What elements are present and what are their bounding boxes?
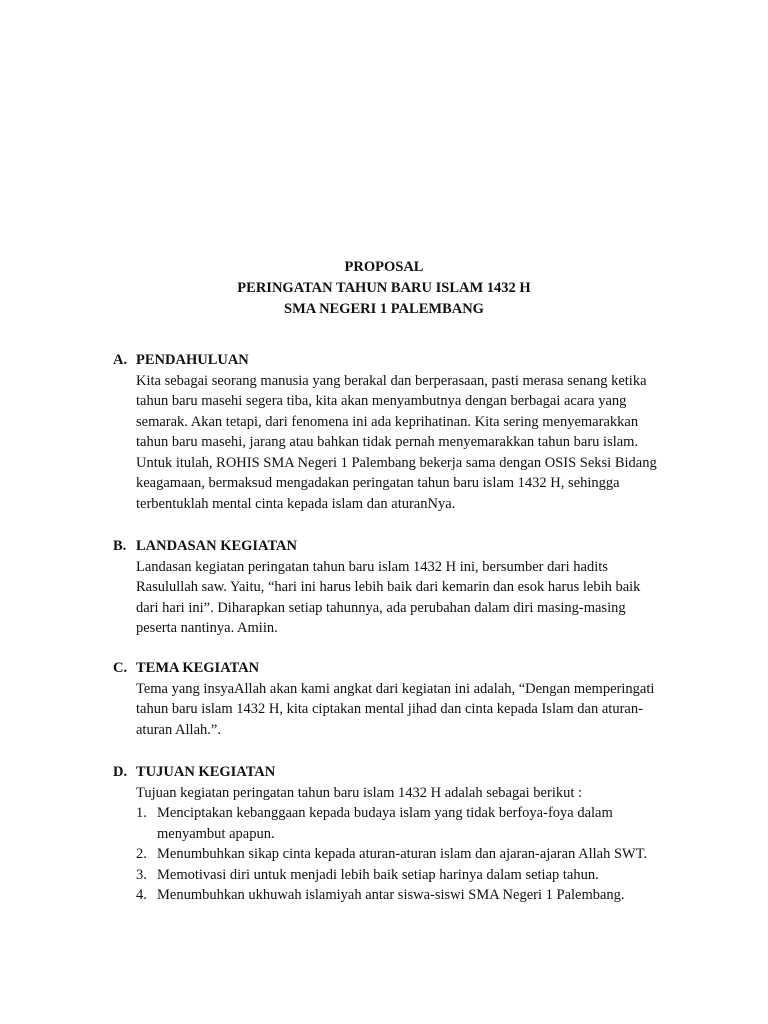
list-number: 2. bbox=[136, 846, 147, 862]
title-proposal: PROPOSAL bbox=[344, 259, 424, 275]
paragraph-line: tahun baru masehi, jarang atau bahkan tidak pernah menyemarakkan tahun baru islam. bbox=[136, 434, 639, 450]
list-item bbox=[136, 885, 693, 906]
list-text-line: menyambut apapun. bbox=[157, 825, 275, 842]
section-body bbox=[136, 679, 693, 741]
list-item bbox=[136, 844, 693, 865]
paragraph-line: tahun baru islam 1432 H, kita ciptakan mental jihad dan cinta kepada Islam dan aturan- bbox=[136, 701, 643, 717]
title-school-name: SMA NEGERI 1 PALEMBANG bbox=[284, 301, 484, 317]
section-heading bbox=[113, 762, 693, 783]
section-title: LANDASAN KEGIATAN bbox=[136, 538, 297, 554]
section-body bbox=[136, 371, 693, 515]
paragraph-line: peserta nantinya. Amiin. bbox=[136, 620, 278, 636]
list-text bbox=[157, 844, 693, 865]
section-letter: A. bbox=[113, 352, 128, 368]
section-title: TUJUAN KEGIATAN bbox=[136, 764, 276, 780]
paragraph-line: Landasan kegiatan peringatan tahun baru islam 1432 H ini, bersumber dari hadits bbox=[136, 558, 608, 575]
paragraph-line: dari hari ini”. Diharapkan setiap tahunnya, ada perubahan dalam diri masing-masing bbox=[136, 599, 626, 616]
list-number: 3. bbox=[136, 866, 147, 883]
list-item bbox=[136, 865, 693, 886]
paragraph-line: terbentuklah mental cinta kepada islam dan aturanNya. bbox=[136, 495, 456, 512]
section-tema-kegiatan bbox=[113, 658, 693, 740]
paragraph-line: semarak. Akan tetapi, dari fenomena ini ada keprihatinan. Kita sering menyemarakkan bbox=[136, 413, 639, 430]
list-text-line: Menumbuhkan ukhuwah islamiyah antar siswa-siswi SMA Negeri 1 Palembang. bbox=[157, 887, 625, 903]
list-text-line: Menumbuhkan sikap cinta kepada aturan-aturan islam dan ajaran-ajaran Allah SWT. bbox=[157, 846, 648, 862]
paragraph-line: Rasulullah saw. Yaitu, “hari ini harus lebih baik dari kemarin dan esok harus lebih baik bbox=[136, 579, 641, 595]
section-title: PENDAHULUAN bbox=[136, 352, 249, 368]
list-item bbox=[136, 803, 693, 844]
list-text-line: Memotivasi diri untuk menjadi lebih baik setiap harinya dalam setiap tahun. bbox=[157, 866, 599, 883]
paragraph-line: keagamaan, bermaksud mengadakan peringatan tahun baru islam 1432 H, sehingga bbox=[136, 475, 620, 491]
section-landasan-kegiatan bbox=[113, 536, 693, 639]
list-number: 1. bbox=[136, 805, 147, 821]
section-pendahuluan bbox=[113, 350, 693, 514]
paragraph-line: tahun baru masehi segera tiba, kita akan menyambutnya dengan berbagai acara yang bbox=[136, 393, 627, 409]
list-text bbox=[157, 803, 693, 844]
section-heading bbox=[113, 350, 693, 371]
paragraph-line: Untuk itulah, ROHIS SMA Negeri 1 Palembang bekerja sama dengan OSIS Seksi Bidang bbox=[136, 454, 657, 471]
objectives-list bbox=[136, 803, 693, 906]
paragraph-line: aturan Allah.”. bbox=[136, 721, 221, 738]
section-heading bbox=[113, 536, 693, 557]
paragraph-line: Kita sebagai seorang manusia yang berakal dan berperasaan, pasti merasa senang ketika bbox=[136, 372, 647, 389]
section-letter: B. bbox=[113, 538, 127, 554]
section-body bbox=[136, 783, 693, 906]
section-title: TEMA KEGIATAN bbox=[136, 660, 260, 676]
list-number: 4. bbox=[136, 887, 147, 903]
list-text bbox=[157, 865, 693, 886]
section-tujuan-kegiatan bbox=[113, 762, 693, 906]
section-body bbox=[136, 557, 693, 639]
list-intro: Tujuan kegiatan peringatan tahun baru islam 1432 H adalah sebagai berikut : bbox=[136, 784, 583, 801]
section-letter: D. bbox=[113, 764, 128, 780]
proposal-title-block bbox=[0, 257, 768, 320]
paragraph-line: Tema yang insyaAllah akan kami angkat dari kegiatan ini adalah, “Dengan memperingati bbox=[136, 680, 655, 697]
section-heading bbox=[113, 658, 693, 679]
title-event-name: PERINGATAN TAHUN BARU ISLAM 1432 H bbox=[237, 280, 531, 296]
section-letter: C. bbox=[113, 660, 128, 676]
list-text bbox=[157, 885, 693, 906]
list-text-line: Menciptakan kebanggaan kepada budaya islam yang tidak berfoya-foya dalam bbox=[157, 805, 613, 821]
